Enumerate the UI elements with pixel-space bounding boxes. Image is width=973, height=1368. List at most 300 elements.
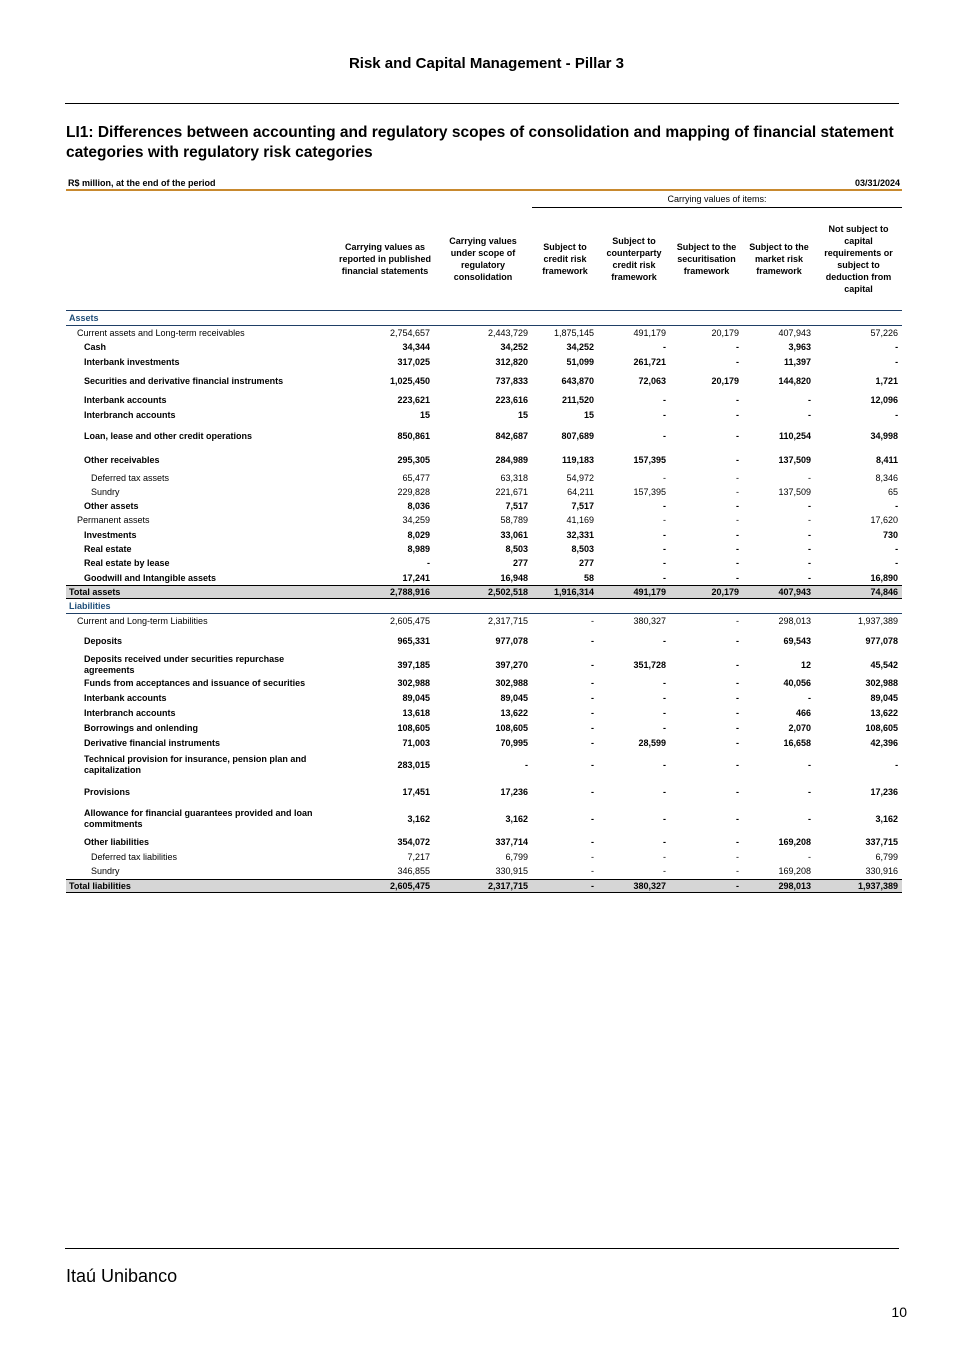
cell-value: - (663, 472, 667, 483)
cell-value: 491,179 (633, 328, 667, 339)
table-row (66, 542, 902, 556)
row-label: Deposits (84, 636, 123, 647)
cell-value: - (663, 692, 667, 703)
row-label: Current and Long-term Liabilities (77, 615, 208, 626)
cell-value: 12,096 (870, 395, 899, 406)
table-row (66, 628, 902, 654)
cell-value: 8,411 (876, 455, 899, 466)
cell-value: 397,270 (495, 660, 528, 671)
table-row (66, 407, 902, 421)
cell-value: - (591, 722, 595, 733)
cell-value: 51,099 (566, 356, 595, 367)
cell-value: 63,318 (500, 472, 528, 483)
document-header: Risk and Capital Management - Pillar 3 (348, 55, 625, 72)
table-row (66, 676, 902, 690)
cell-value: - (591, 678, 595, 689)
row-label: Sundry (91, 866, 120, 877)
cell-value: 3,162 (875, 813, 899, 824)
cell-value: 15 (517, 409, 528, 420)
cell-value: - (808, 692, 812, 703)
cell-value: - (663, 759, 667, 770)
cell-value: - (895, 759, 899, 770)
cell-value: 28,599 (638, 737, 667, 748)
cell-value: 57,226 (870, 328, 899, 339)
company-name: Itaú Unibanco (66, 1266, 178, 1286)
cell-value: 71,003 (402, 737, 430, 748)
cell-value: 11,397 (783, 356, 812, 367)
cell-value: - (808, 515, 812, 526)
cell-value: 1,875,145 (553, 328, 595, 339)
cell-value: - (736, 813, 740, 824)
cell-value: - (808, 558, 812, 569)
row-label: Interbank accounts (84, 395, 167, 406)
cell-value: 2,317,715 (487, 615, 528, 626)
row-label: Loan, lease and other credit operations (84, 430, 253, 441)
cell-value: - (663, 395, 667, 406)
cell-value: - (591, 737, 595, 748)
header-rule (65, 103, 899, 104)
cell-value: 298,013 (743, 879, 815, 892)
group-header-row (66, 190, 902, 208)
cell-value: - (591, 866, 595, 877)
row-label: Interbranch accounts (84, 707, 176, 718)
cell-value: 34,998 (870, 430, 899, 441)
cell-value: - (591, 786, 595, 797)
cell-value: 70,995 (500, 737, 528, 748)
cell-value: - (663, 430, 667, 441)
cell-value: - (663, 572, 667, 583)
table-row (66, 864, 902, 879)
row-label: Total liabilities (66, 879, 336, 892)
table-row (66, 556, 902, 570)
cell-value: - (736, 356, 740, 367)
cell-value: 69,543 (783, 636, 812, 647)
cell-value: 64,211 (567, 486, 595, 497)
total-row (66, 879, 902, 892)
table-row (66, 803, 902, 833)
cell-value: - (808, 472, 812, 483)
row-label: Interbank accounts (84, 692, 167, 703)
cell-value: 40,056 (783, 678, 812, 689)
cell-value: - (663, 529, 667, 540)
cell-value: 977,078 (865, 636, 899, 647)
cell-value: 45,542 (870, 660, 899, 671)
row-label-text: Allowance for financial guarantees provided and loan commitments (84, 807, 313, 829)
cell-value: - (736, 678, 740, 689)
table-row (66, 422, 902, 450)
cell-value: - (663, 786, 667, 797)
cell-value: 2,317,715 (434, 879, 532, 892)
cell-value: - (736, 515, 740, 526)
cell-value: 89,045 (870, 692, 899, 703)
cell-value: - (736, 866, 740, 877)
li1-table (66, 176, 902, 893)
cell-value: 965,331 (397, 636, 430, 647)
cell-value: - (736, 615, 740, 626)
cell-value: 1,937,389 (858, 615, 899, 626)
cell-value: 108,605 (865, 722, 899, 733)
row-label (66, 803, 336, 833)
cell-value: - (525, 759, 528, 770)
row-label: Sundry (91, 486, 120, 497)
row-label: Investments (84, 529, 137, 540)
cell-value: 283,015 (397, 759, 430, 770)
cell-value: 317,025 (397, 356, 430, 367)
cell-value: - (808, 409, 812, 420)
cell-value: - (895, 544, 899, 554)
cell-value: - (736, 544, 740, 554)
cell-value: - (591, 636, 595, 647)
group-header: Carrying values of items: (532, 190, 902, 208)
cell-value: 466 (795, 707, 812, 718)
cell-value: 302,988 (495, 678, 528, 689)
table-row (66, 450, 902, 470)
row-label: Other assets (84, 501, 139, 512)
cell-value: - (663, 813, 667, 824)
cell-value: - (663, 678, 667, 689)
row-label-text: Deposits received under securities repurchase agreements (84, 654, 285, 676)
row-label-text: Technical provision for insurance, pension plan and capitalization (84, 753, 307, 775)
cell-value: 2,070 (788, 722, 812, 733)
cell-value: 58 (584, 572, 595, 583)
liabilities-section (66, 598, 902, 613)
table-title: LI1: Differences between accounting and regulatory scopes of consolidation and mapping of financial statement categories with regulatory risk categories (66, 124, 894, 161)
cell-value: - (736, 572, 740, 583)
row-label: Funds from acceptances and issuance of securities (84, 678, 306, 689)
assets-section-label: Assets (66, 311, 902, 326)
page-number: 10 (891, 1304, 907, 1320)
row-label: Goodwill and Intangible assets (84, 572, 217, 583)
cell-value: - (736, 786, 740, 797)
cell-value: 397,185 (397, 660, 430, 671)
row-label: Real estate (84, 544, 132, 554)
cell-value: - (895, 342, 899, 353)
cell-value: 302,988 (397, 678, 430, 689)
cell-value: - (808, 759, 812, 770)
cell-value: 3,963 (788, 342, 812, 353)
cell-value: - (808, 529, 812, 540)
cell-value: - (895, 558, 899, 569)
cell-value: - (591, 660, 595, 671)
cell-value: - (736, 722, 740, 733)
cell-value: 17,451 (402, 786, 430, 797)
row-label: Other receivables (84, 455, 160, 466)
cell-value: 8,989 (407, 544, 430, 554)
cell-value: 17,620 (870, 515, 899, 526)
cell-value: - (663, 707, 667, 718)
cell-value: 15 (419, 409, 430, 420)
cell-value: - (663, 558, 667, 569)
cell-value: 7,517 (571, 501, 595, 512)
cell-value: 807,689 (561, 430, 595, 441)
cell-value: 643,870 (561, 376, 595, 387)
cell-value: 2,788,916 (336, 585, 434, 598)
cell-value: - (663, 722, 667, 733)
cell-value: 380,327 (633, 615, 667, 626)
cell-value: 17,241 (402, 572, 430, 583)
cell-value: 277 (578, 558, 595, 569)
cell-value: 20,179 (711, 376, 740, 387)
cell-value: 108,605 (397, 722, 430, 733)
cell-value: 157,395 (633, 455, 667, 466)
cell-value: 13,622 (500, 707, 528, 718)
row-label: Other liabilities (84, 836, 150, 847)
cell-value: - (663, 544, 667, 554)
column-header: Subject to counterparty credit risk framework (598, 208, 670, 311)
cell-value: - (591, 692, 595, 703)
cell-value: 229,828 (397, 486, 430, 497)
cell-value: - (736, 486, 740, 497)
cell-value: 2,754,657 (389, 328, 430, 339)
cell-value: 221,671 (495, 486, 528, 497)
cell-value: - (895, 356, 899, 367)
cell-value: 34,259 (402, 515, 430, 526)
table-row (66, 485, 902, 499)
row-label: Interbranch accounts (84, 409, 176, 420)
cell-value: 491,179 (598, 585, 670, 598)
cell-value: 32,331 (566, 529, 595, 540)
cell-value: - (532, 879, 598, 892)
cell-value: 89,045 (500, 692, 528, 703)
table-row (66, 340, 902, 354)
cell-value: 20,179 (711, 328, 740, 339)
cell-value: 17,236 (500, 786, 528, 797)
cell-value: 8,036 (407, 501, 430, 512)
cell-value: 16,658 (783, 737, 812, 748)
cell-value: 737,833 (495, 376, 528, 387)
cell-value: 41,169 (566, 515, 595, 526)
cell-value: - (736, 430, 740, 441)
cell-value: - (736, 409, 740, 420)
table-row (66, 705, 902, 720)
table-row (66, 834, 902, 850)
row-label: Deferred tax liabilities (91, 852, 178, 863)
cell-value: 298,013 (778, 615, 812, 626)
cell-value: - (591, 615, 595, 626)
cell-value: 6,799 (875, 852, 899, 863)
cell-value: 351,728 (633, 660, 667, 671)
cell-value: 58,789 (500, 515, 528, 526)
cell-value: - (736, 342, 740, 353)
cell-value: - (736, 707, 740, 718)
cell-value: 8,346 (875, 472, 899, 483)
cell-value: 54,972 (566, 472, 595, 483)
cell-value: - (895, 501, 899, 512)
cell-value: 34,344 (402, 342, 430, 353)
cell-value: 157,395 (633, 486, 667, 497)
cell-value: 7,517 (505, 501, 528, 512)
table-row (66, 570, 902, 585)
row-label: Provisions (84, 786, 131, 797)
cell-value: - (591, 759, 595, 770)
row-label: Real estate by lease (84, 558, 170, 569)
cell-value: - (663, 342, 667, 353)
table-meta-row (66, 176, 902, 190)
table-row (66, 780, 902, 803)
cell-value: 277 (512, 558, 528, 569)
cell-value: - (663, 852, 667, 863)
cell-value: - (736, 636, 740, 647)
cell-value: 34,252 (566, 342, 595, 353)
cell-value: 2,502,518 (434, 585, 532, 598)
cell-value: - (736, 660, 740, 671)
cell-value: 223,621 (397, 395, 430, 406)
cell-value: - (663, 866, 667, 877)
cell-value: - (736, 501, 740, 512)
table-row (66, 513, 902, 527)
cell-value: - (736, 529, 740, 540)
row-label: Current assets and Long-term receivables (77, 328, 245, 339)
row-label: Derivative financial instruments (84, 737, 221, 748)
cell-value: 137,509 (778, 455, 812, 466)
cell-value: - (591, 813, 595, 824)
cell-value: 8,503 (505, 544, 528, 554)
table-row (66, 528, 902, 542)
cell-value: 850,861 (397, 430, 430, 441)
cell-value: - (663, 501, 667, 512)
cell-value: - (736, 759, 740, 770)
table-row (66, 499, 902, 513)
table-row (66, 470, 902, 484)
cell-value: - (808, 813, 812, 824)
cell-value: 89,045 (402, 692, 430, 703)
cell-value: 65,477 (402, 472, 430, 483)
column-header-row (66, 208, 902, 311)
table-row (66, 393, 902, 407)
cell-value: 1,721 (875, 376, 899, 387)
cell-value: - (736, 455, 740, 466)
cell-value: - (736, 558, 740, 569)
cell-value: 312,820 (495, 356, 528, 367)
cell-value: 144,820 (778, 376, 812, 387)
cell-value: 13,618 (402, 707, 430, 718)
cell-value: - (736, 395, 740, 406)
table-row (66, 654, 902, 676)
cell-value: 223,616 (495, 395, 528, 406)
cell-value: - (663, 515, 667, 526)
cell-value: 330,916 (865, 866, 899, 877)
cell-value: 3,162 (407, 813, 430, 824)
cell-value: 977,078 (495, 636, 528, 647)
table-row (66, 369, 902, 393)
row-label: Permanent assets (77, 515, 150, 526)
cell-value: 15 (584, 409, 595, 420)
row-label: Cash (84, 342, 107, 353)
cell-value: 169,208 (778, 836, 812, 847)
table-row (66, 326, 902, 341)
table-row (66, 750, 902, 780)
cell-value: - (808, 501, 812, 512)
cell-value: - (736, 836, 740, 847)
table-row (66, 850, 902, 864)
unit-label: R$ million, at the end of the period (66, 176, 598, 190)
footer-rule (65, 1248, 899, 1249)
column-header: Subject to credit risk framework (532, 208, 598, 311)
cell-value: 354,072 (397, 836, 430, 847)
liabilities-section-label: Liabilities (66, 598, 902, 613)
total-row (66, 585, 902, 598)
row-label (66, 654, 336, 676)
cell-value: 12 (801, 660, 812, 671)
cell-value: 1,916,314 (532, 585, 598, 598)
cell-value: 284,989 (495, 455, 528, 466)
cell-value: 17,236 (870, 786, 899, 797)
cell-value: 3,162 (505, 813, 528, 824)
column-header: Subject to the securitisation framework (670, 208, 743, 311)
cell-value: 407,943 (743, 585, 815, 598)
row-label: Borrowings and onlending (84, 722, 198, 733)
cell-value: 16,890 (870, 572, 899, 583)
reference-date: 03/31/2024 (598, 176, 902, 190)
cell-value: 65 (888, 486, 899, 497)
cell-value: 407,943 (778, 328, 812, 339)
li1-table-container (66, 176, 902, 893)
cell-value: - (736, 737, 740, 748)
assets-section (66, 311, 902, 326)
cell-value: - (808, 572, 812, 583)
cell-value: 42,396 (870, 737, 899, 748)
cell-value: 72,063 (638, 376, 667, 387)
column-header: Carrying values as reported in published financial statements (336, 208, 434, 311)
cell-value: 261,721 (633, 356, 667, 367)
cell-value: - (663, 409, 667, 420)
cell-value: 13,622 (870, 707, 899, 718)
column-header: Not subject to capital requirements or subject to deduction from capital (815, 208, 902, 311)
cell-value: - (808, 852, 812, 863)
row-label (66, 750, 336, 780)
cell-value: 842,687 (495, 430, 528, 441)
row-label: Deferred tax assets (91, 472, 170, 483)
cell-value: 337,714 (495, 836, 528, 847)
row-label: Securities and derivative financial instruments (84, 376, 284, 387)
cell-value: 211,520 (561, 395, 595, 406)
cell-value: 295,305 (397, 455, 430, 466)
table-row (66, 355, 902, 369)
cell-value: 2,605,475 (389, 615, 430, 626)
cell-value: 346,855 (397, 866, 430, 877)
label-column-header (66, 208, 336, 311)
cell-value: - (736, 852, 740, 863)
cell-value: 730 (883, 529, 899, 540)
cell-value: 7,217 (407, 852, 430, 863)
cell-value: - (663, 636, 667, 647)
cell-value: - (591, 707, 595, 718)
cell-value: - (591, 836, 595, 847)
cell-value: 33,061 (500, 529, 528, 540)
cell-value: 110,254 (778, 430, 812, 441)
cell-value: - (736, 692, 740, 703)
cell-value: 8,503 (571, 544, 595, 554)
row-label: Interbank investments (84, 356, 180, 367)
cell-value: 8,029 (407, 529, 430, 540)
cell-value: - (808, 544, 812, 554)
cell-value: 330,915 (495, 866, 528, 877)
cell-value: 6,799 (505, 852, 528, 863)
row-label: Total assets (66, 585, 336, 598)
cell-value: 108,605 (495, 722, 528, 733)
cell-value: - (736, 472, 740, 483)
cell-value: - (808, 786, 812, 797)
cell-value: 74,846 (815, 585, 902, 598)
cell-value: - (663, 836, 667, 847)
cell-value: - (808, 395, 812, 406)
cell-value: 302,988 (865, 678, 899, 689)
cell-value: 119,183 (561, 455, 595, 466)
cell-value: 1,025,450 (389, 376, 430, 387)
cell-value: 20,179 (670, 585, 743, 598)
cell-value: 2,605,475 (336, 879, 434, 892)
cell-value: 137,509 (778, 486, 812, 497)
